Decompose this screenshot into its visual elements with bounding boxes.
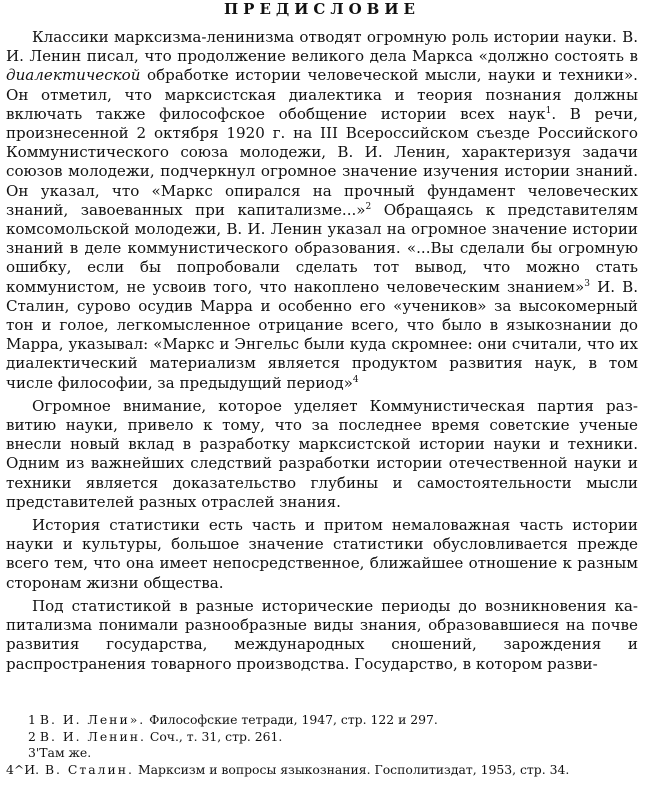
p1-text-d: . В речи, произнесенной 2 октября 1920 г. на III Всероссийском съезде Российского Коммунистического союза молодежи, В. И. Ленин, характеризуя задачи союзов молодежи, подчеркнул огромное значение изучения истории знаний. Он указал, что «Маркс опирался на прочный фундамент человеческих знаний, завоеванных при капитализме...»	[6, 104, 638, 219]
footnote-ref-4: 4	[352, 374, 359, 385]
footnote-2-number: 2	[28, 728, 36, 744]
page-title: ПРЕДИСЛОВИЕ	[224, 0, 420, 18]
p1-text-a: Классики марксизма-ленинизма отводят огромную роль истории науки. В. И. Ленин писал, что продолжение великого дела Маркса «должно состоять в	[6, 28, 638, 66]
footnote-1	[6, 712, 638, 729]
footnote-4-number: 4^И.	[6, 761, 40, 777]
footnote-2-source: Соч., т. 31, стр. 261.	[145, 728, 283, 744]
footnote-4-source: Марксизм и вопросы языкознания. Госполитиздат, 1953, стр. 34.	[134, 761, 570, 777]
paragraph-3: История статистики есть часть и притом немаловажная часть истории науки и культуры, большое значение статистики обусловливается прежде всего тем, что она имеет непосредственное, ближайшее отношение к разным сторонам жизни общества.	[6, 516, 638, 592]
p1-text-f: И. В. Сталин, сурово осудив Марра и особенно его «учеников» за высокомерный тон и голое, легкомысленное отрицание всего, что было в языкознании до Марра, указывал: «Маркс и Энгельс были куда скромнее: они считали, что их диалектический материализм является продуктом развития наук, в том числе философии, за предыдущий период»	[6, 277, 639, 392]
footnote-1-author: В. И. Лени».	[39, 712, 146, 727]
footnote-2-author: В. И. Ленин.	[39, 728, 146, 744]
footnote-1-source: Философские тетради, 1947, стр. 122 и 297.	[145, 712, 438, 727]
footnote-4-author: В. Сталин.	[39, 761, 134, 777]
footnote-ref-2: 2	[365, 201, 372, 212]
paragraph-4: Под статистикой в разные исторические периоды до возникновения капитализма понимали разнообразные виды знания, образовавшиеся на почве развития государства, международных сношений, зарождения и распространения товарного производства. Государство, в котором разви-	[6, 596, 638, 673]
footnote-3: 3'Там же.	[28, 745, 92, 761]
footnote-2	[6, 729, 638, 746]
paragraph-1	[6, 28, 638, 393]
footnote-4	[6, 762, 638, 779]
footnotes	[6, 712, 638, 778]
p1-text-e: Обращаясь к представителям комсомольской молодежи, В. И. Ленин указал на огромное значение истории знаний в деле коммунистического образования. «...Вы сделали бы огромную ошибку, если бы попробовали сделать тот вывод, что можно стать коммунистом, не усвоив того, что накоплено человеческим знанием»	[6, 200, 638, 296]
preface-body	[6, 28, 638, 674]
footnote-ref-3: 3	[584, 278, 591, 289]
paragraph-2: Огромное внимание, которое уделяет Коммунистическая партия развитию науки, привело к тому, что за последнее время советские ученые внесли новый вклад в разработку марксистской истории науки и техники. Одним из важнейших следствий разработки истории отечественной науки и техники является доказательство глубины и самостоятельности мысли представителей разных отраслей знания.	[6, 396, 638, 511]
p1-italic-word: диалектической	[6, 66, 141, 85]
footnote-1-number: 1	[28, 712, 36, 727]
p1-text-c: обработке истории человеческой мысли, науки и техники». Он отметил, что марксистская диалектика и теория познания должны включать также философское обобщение истории всех наук	[6, 66, 638, 123]
footnote-ref-1: 1	[545, 105, 552, 116]
